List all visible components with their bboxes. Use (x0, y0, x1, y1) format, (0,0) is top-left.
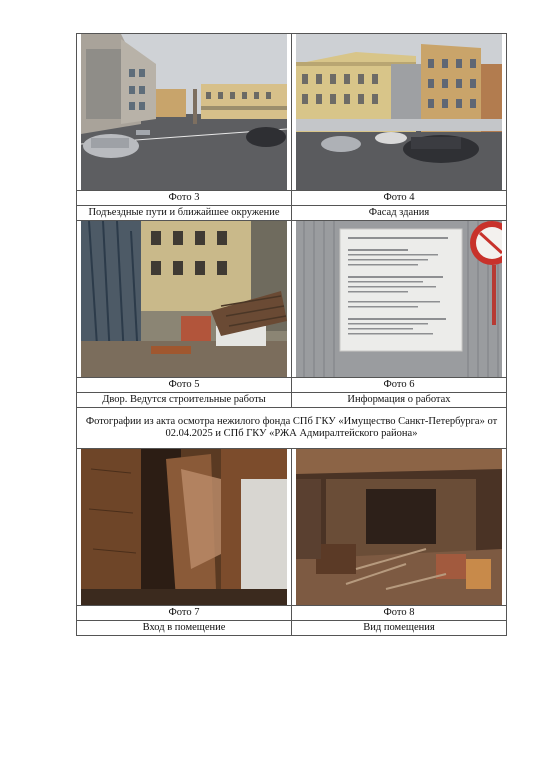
photo-label: Фото 3 (77, 191, 292, 206)
photo-cell (77, 449, 292, 606)
caption-row (77, 621, 507, 636)
photo-label: Фото 5 (77, 378, 292, 393)
photo-caption: Информация о работах (292, 393, 507, 408)
photo-street-view (81, 34, 287, 190)
label-row (77, 378, 507, 393)
photo-label: Фото 6 (292, 378, 507, 393)
photo-cell (292, 221, 507, 378)
photo-label: Фото 7 (77, 606, 292, 621)
photo-courtyard-construction (81, 221, 287, 377)
photo-row (77, 449, 507, 606)
photo-cell (77, 221, 292, 378)
label-row (77, 191, 507, 206)
photo-cell (77, 34, 292, 191)
photo-caption: Вид помещения (292, 621, 507, 636)
caption-row (77, 393, 507, 408)
photo-cell (292, 449, 507, 606)
photo-cell (292, 34, 507, 191)
photo-caption: Вход в помещение (77, 621, 292, 636)
photo-label: Фото 8 (292, 606, 507, 621)
photo-table (76, 33, 507, 636)
photo-row (77, 221, 507, 378)
photo-label: Фото 4 (292, 191, 507, 206)
photo-caption: Двор. Ведутся строительные работы (77, 393, 292, 408)
photo-rusty-entrance (81, 449, 287, 605)
label-row (77, 606, 507, 621)
photo-caption: Фасад здания (292, 206, 507, 221)
photo-row (77, 34, 507, 191)
photo-caption: Подъездные пути и ближайшее окружение (77, 206, 292, 221)
caption-row (77, 206, 507, 221)
note-row (77, 408, 507, 449)
photo-building-facade (296, 34, 502, 190)
section-note: Фотографии из акта осмотра нежилого фонда СПб ГКУ «Имущество Санкт-Петербурга» от 02.04.2025 и СПб ГКУ «РЖА Адмиралтейского района» (77, 408, 507, 449)
photo-information-board (296, 221, 502, 377)
photo-room-interior (296, 449, 502, 605)
